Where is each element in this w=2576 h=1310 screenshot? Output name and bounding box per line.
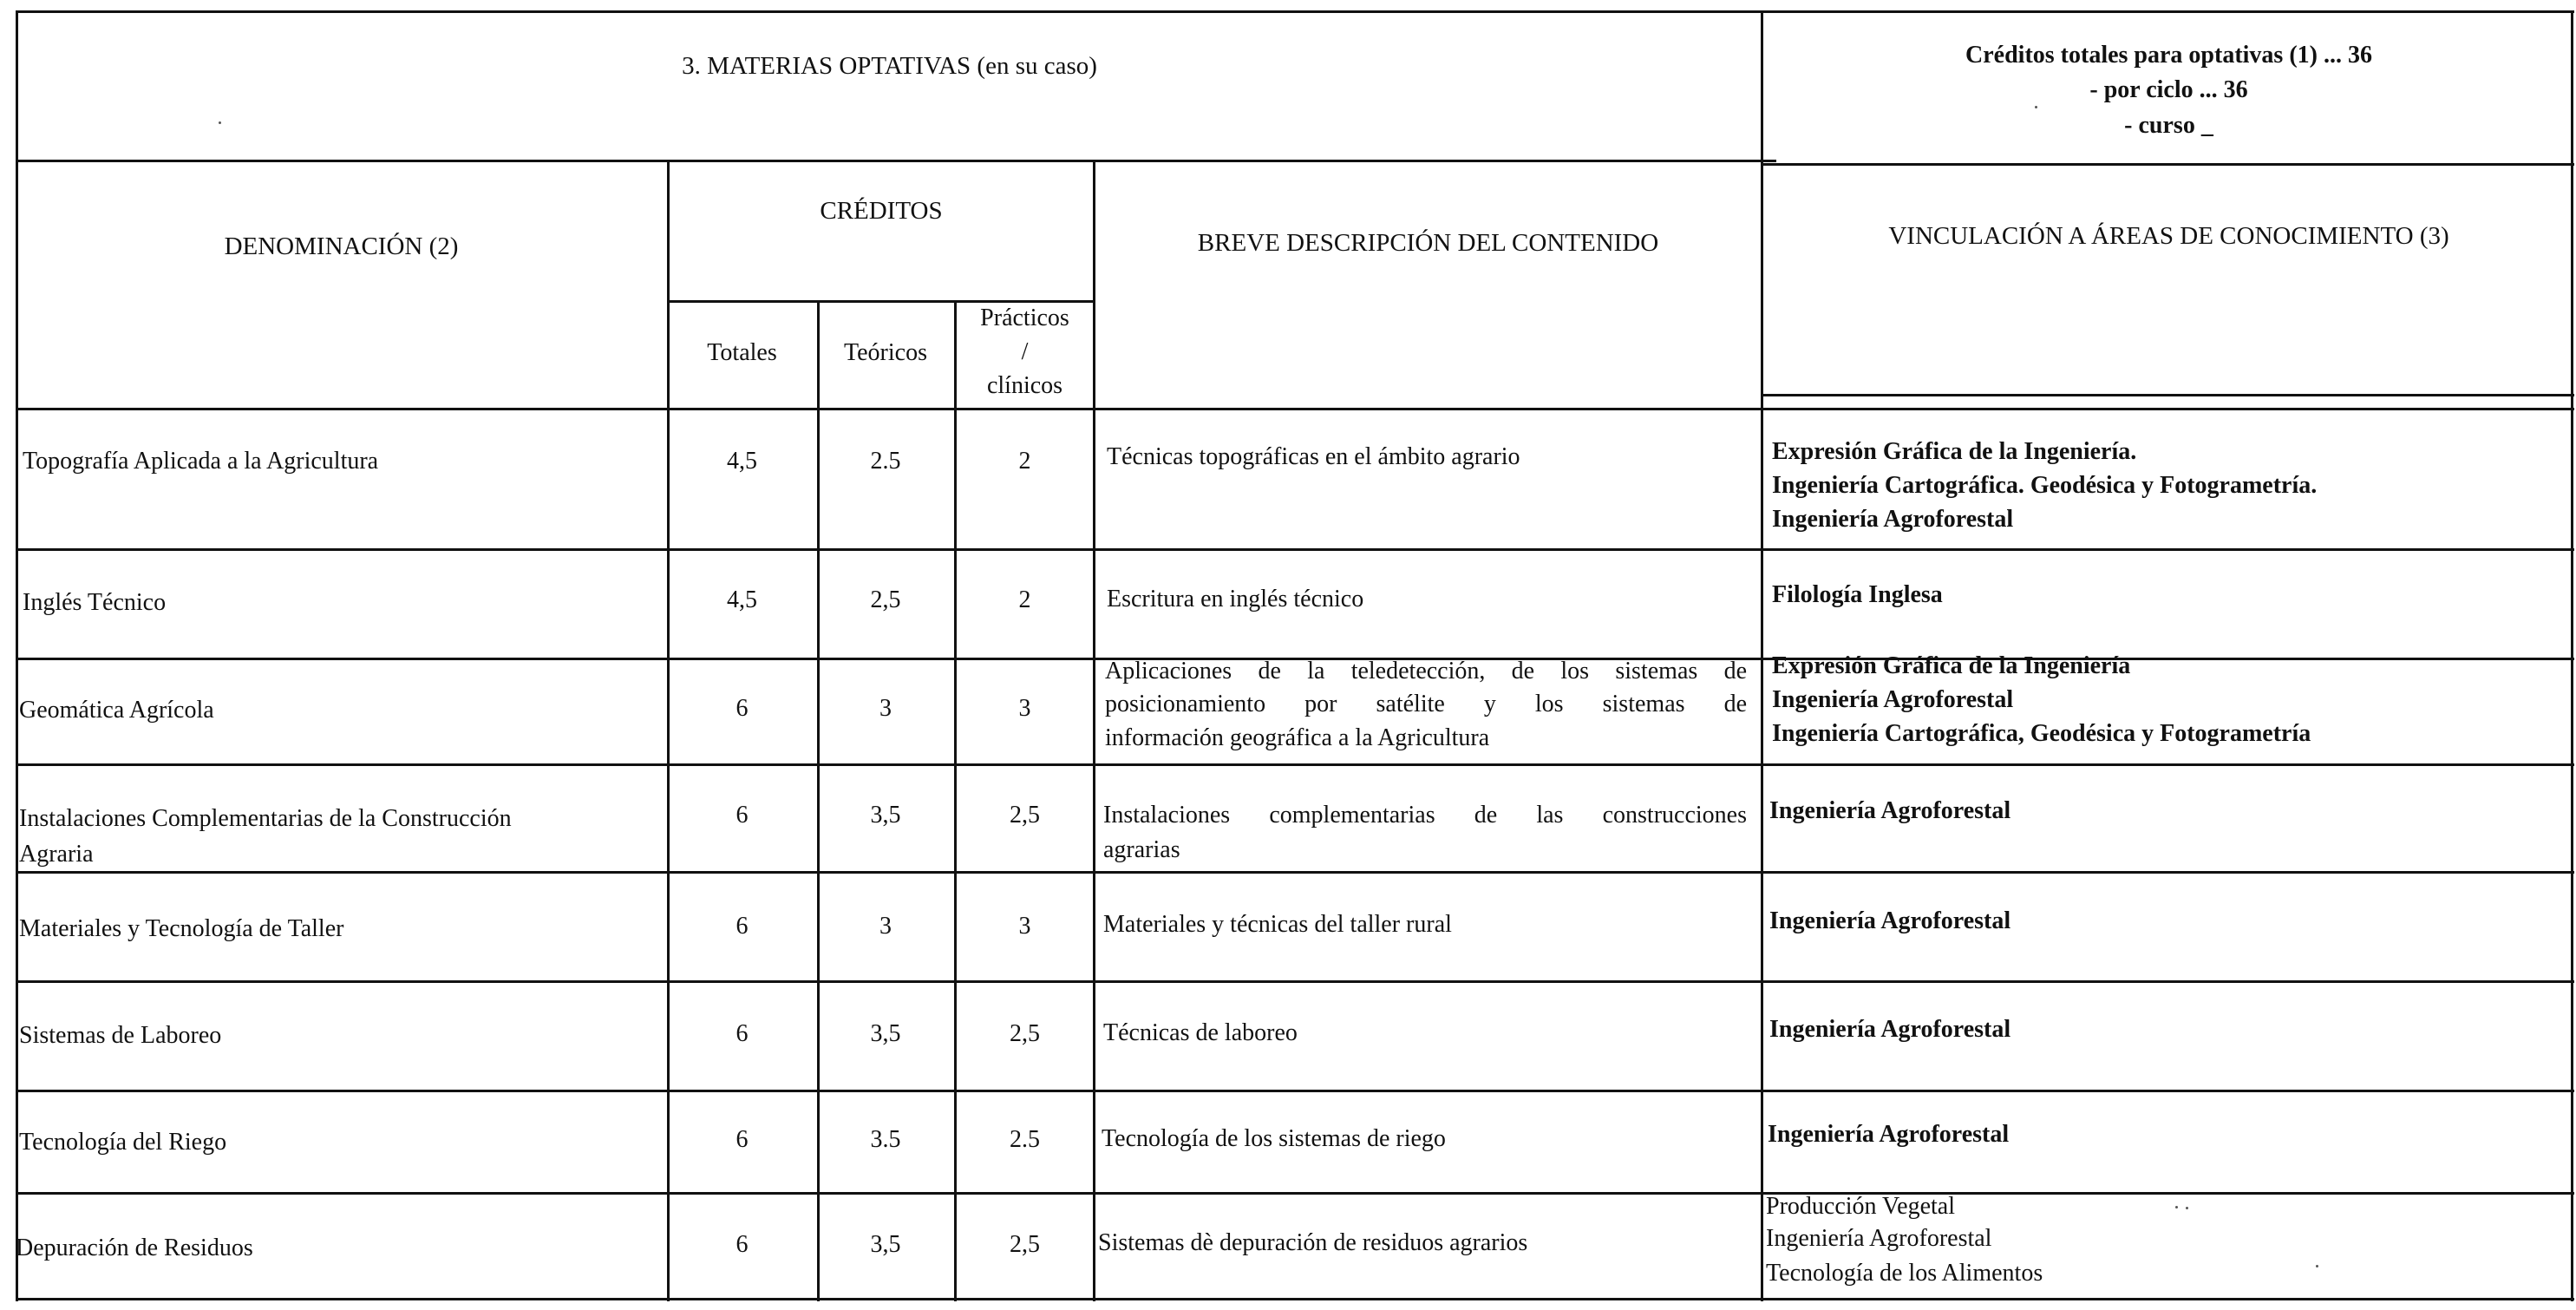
row-8-totales: 6 xyxy=(736,1231,749,1258)
row-8-area-3: Tecnología de los Alimentos xyxy=(1766,1260,2043,1287)
row-5-teoricos: 3 xyxy=(879,913,892,940)
row-2-totales: 4,5 xyxy=(727,586,757,613)
credits-cycle-line: - por ciclo ... 36 xyxy=(2089,76,2248,103)
row-1-area-1: Expresión Gráfica de la Ingeniería. xyxy=(1772,438,2137,465)
header-creditos: CRÉDITOS xyxy=(820,197,943,225)
header-denominacion: DENOMINACIÓN (2) xyxy=(224,233,459,260)
header-teoricos: Teóricos xyxy=(843,339,927,366)
header-totales: Totales xyxy=(707,339,777,366)
row-6-name: Sistemas de Laboreo xyxy=(19,1022,222,1049)
scan-speck xyxy=(2035,106,2037,108)
row-4-totales: 6 xyxy=(736,802,749,829)
credits-course-line: - curso _ xyxy=(2124,112,2213,139)
row-6-practicos: 2,5 xyxy=(1010,1020,1040,1047)
scan-speck xyxy=(219,121,221,124)
row-6-teoricos: 3,5 xyxy=(870,1020,901,1047)
row-5-area-1: Ingeniería Agroforestal xyxy=(1769,907,2011,934)
row-6-area-1: Ingeniería Agroforestal xyxy=(1769,1016,2011,1043)
row-6-desc: Técnicas de laboreo xyxy=(1103,1019,1298,1046)
row-2-teoricos: 2,5 xyxy=(870,586,901,613)
row-7-area-1: Ingeniería Agroforestal xyxy=(1768,1121,2010,1148)
row-4-desc-2: agrarias xyxy=(1103,836,1180,863)
row-8-area-2: Ingeniería Agroforestal xyxy=(1766,1225,1992,1252)
row-1-totales: 4,5 xyxy=(727,448,757,475)
row-4-area-1: Ingeniería Agroforestal xyxy=(1769,797,2011,824)
row-5-name: Materiales y Tecnología de Taller xyxy=(19,915,344,942)
row-7-teoricos: 3.5 xyxy=(870,1126,901,1153)
header-vinculacion: VINCULACIÓN A ÁREAS DE CONOCIMIENTO (3) xyxy=(1888,222,2449,250)
row-7-totales: 6 xyxy=(736,1126,749,1153)
row-2-desc: Escritura en inglés técnico xyxy=(1107,586,1364,612)
row-4-teoricos: 3,5 xyxy=(870,802,901,829)
row-3-desc-3: información geográfica a la Agricultura xyxy=(1105,724,1490,751)
row-7-desc: Tecnología de los sistemas de riego xyxy=(1102,1125,1446,1152)
row-8-teoricos: 3,5 xyxy=(870,1231,901,1258)
scan-speck xyxy=(2316,1265,2318,1267)
row-3-area-3: Ingeniería Cartográfica, Geodésica y Fotogrametría xyxy=(1772,720,2311,747)
row-1-teoricos: 2.5 xyxy=(870,448,901,475)
row-8-desc: Sistemas dè depuración de residuos agrarios xyxy=(1098,1229,1528,1256)
row-4-name-2: Agraria xyxy=(19,841,94,868)
row-1-desc: Técnicas topográficas en el ámbito agrario xyxy=(1107,443,1520,470)
row-2-name: Inglés Técnico xyxy=(23,589,167,616)
scan-speck xyxy=(2175,1206,2178,1208)
header-clinicos: clínicos xyxy=(986,372,1063,399)
row-3-desc-1: Aplicaciones de la teledetección, de los sistemas de xyxy=(1105,658,1747,684)
row-7-practicos: 2.5 xyxy=(1010,1126,1040,1153)
row-3-area-1: Expresión Gráfica de la Ingeniería xyxy=(1772,652,2131,679)
header-practicos: Prácticos xyxy=(980,305,1069,331)
row-2-practicos: 2 xyxy=(1018,586,1031,613)
row-3-practicos: 3 xyxy=(1018,695,1031,722)
row-4-name-1: Instalaciones Complementarias de la Construcción xyxy=(19,805,512,832)
row-2-area-1: Filología Inglesa xyxy=(1772,581,1943,608)
row-1-practicos: 2 xyxy=(1018,448,1031,475)
scan-speck xyxy=(2186,1207,2188,1209)
row-3-name: Geomática Agrícola xyxy=(19,697,214,724)
row-7-name: Tecnología del Riego xyxy=(19,1129,227,1156)
row-6-totales: 6 xyxy=(736,1020,749,1047)
row-8-area-1: Producción Vegetal xyxy=(1766,1193,1955,1220)
header-practicos-slash: / xyxy=(1021,338,1029,365)
row-1-name: Topografía Aplicada a la Agricultura xyxy=(23,448,379,475)
row-3-totales: 6 xyxy=(736,695,749,722)
row-4-practicos: 2,5 xyxy=(1010,802,1040,829)
header-descripcion: BREVE DESCRIPCIÓN DEL CONTENIDO xyxy=(1197,229,1659,257)
row-5-desc: Materiales y técnicas del taller rural xyxy=(1103,911,1452,938)
row-1-area-3: Ingeniería Agroforestal xyxy=(1772,506,2014,533)
row-8-practicos: 2,5 xyxy=(1010,1231,1040,1258)
credits-total-line: Créditos totales para optativas (1) ... 36 xyxy=(1965,42,2372,69)
row-3-area-2: Ingeniería Agroforestal xyxy=(1772,686,2014,713)
row-3-desc-2: posicionamiento por satélite y los sistemas de xyxy=(1105,691,1747,717)
row-5-totales: 6 xyxy=(736,913,749,940)
row-5-practicos: 3 xyxy=(1018,913,1031,940)
row-8-name: Depuración de Residuos xyxy=(16,1235,253,1261)
row-4-desc-1: Instalaciones complementarias de las construcciones xyxy=(1103,802,1747,829)
row-3-teoricos: 3 xyxy=(879,695,892,722)
row-1-area-2: Ingeniería Cartográfica. Geodésica y Fotogrametría. xyxy=(1772,472,2318,499)
section-title: 3. MATERIAS OPTATIVAS (en su caso) xyxy=(682,52,1097,80)
